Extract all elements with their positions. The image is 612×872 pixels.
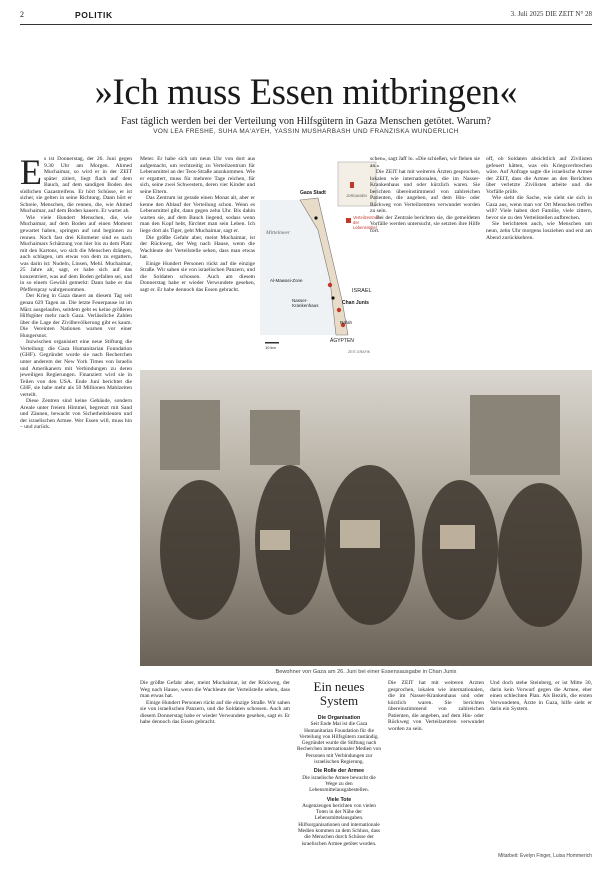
header-rule xyxy=(20,24,592,25)
map-label-sea: Mittelmeer xyxy=(266,230,291,236)
map-label-gaza-city: Gaza Stadt xyxy=(300,190,326,196)
article-column-2 xyxy=(140,156,255,366)
paragraph: off, ob Soldaten absichtlich auf Zivilisten gefeuert hätten, was ein Kriegsverbrechen wäre. Auf Anfrage sagte die israelische Armee der ZEIT, dass die Armee an den Berichten über verletzte Zivilisten arbeite und die Vorfälle prüfe. xyxy=(486,156,592,195)
paragraph: Die größte Gefahr aber, meint Muchaimar, ist der Rückweg, der Weg nach Hause, wenn die Wachleute der Verteilstelle sehen, dass man etwas hat. xyxy=(140,680,290,700)
sidebar-text: Augenzeugen berichten von vielen Toten in der Nähe der Lebensmittelausgaben. Hilfsorganisationen und internationale Medien kommen zu dem Schluss, dass die Menschen durch Schüsse der israelischen Armee getötet wurden. xyxy=(297,802,381,847)
byline: VON LEA FRESHE, SUHA MA'AYEH, YASSIN MUSHARBASH UND FRANZISKA WUNDERLICH xyxy=(153,128,459,135)
map-legend: Verteilzentrum der Lebensmittel xyxy=(353,215,380,230)
sidebar-heading: Die Organisation xyxy=(317,715,361,721)
article-column-4 xyxy=(486,156,592,366)
paragraph: Wie sieht die Sache, wie sieht sie sich in Gaza aus, wenn man vor Ort Menschen treffen will? Viele haben dort Familie, viele zittern, bevor sie zu den Verteilstellen aufbrechen. xyxy=(486,195,592,221)
map-label-jordan: JORDANIEN xyxy=(346,194,367,198)
paragraph: Einige Hundert Personen rückt auf die einzige Straße. Wir sahen sie von israelischen Panzern, und die Soldaten schossen. Auch am diesem Donnerstag habe er wieder Verwundete gesehen, sagt er. Er habe dennoch das Essen gebracht. xyxy=(140,260,255,293)
sidebar-heading: Die Rolle der Armee xyxy=(313,768,365,775)
map-label-israel: ISRAEL xyxy=(352,288,372,294)
paragraph: schen«, sagt Jaff lo. »Die schießen, wir flehen sie an.« xyxy=(370,156,480,169)
paragraph: s ist Donnerstag, der 26. Juni gegen 9.30 Uhr am Morgen. Ahmed Muchaimar, so wird er in der ZEIT später zitiert, liegt flach auf dem Bauch, auf dem sandigen Boden des südlichen Gazastreifens. Er hört Schüsse, er ist sicher, sie gelten in seine Richtung. Dann hört er Schreie, Menschen, die rennen, die, wie Ahmed Muchaimar, auf dem Boden kauern. Er wartet ab. xyxy=(20,156,132,215)
article-column-1 xyxy=(20,156,132,846)
map-label-nasser: Nasser-Krankenhaus xyxy=(292,298,319,309)
locator-map xyxy=(260,160,380,360)
paragraph: Einige Hundert Personen rückt auf die einzige Straße. Wir sahen sie von israelischen Panzern, und die Soldaten schossen. Auch am diesem Donnerstag habe er wieder Verwundete gesehen, sagt er. Er habe dennoch das Essen gebracht. xyxy=(140,699,290,726)
paragraph: Die größte Gefahr aber, meint Muchaimar, ist der Rückweg, der Weg nach Hause, wenn die Wachleute der Verteilstelle sehen, dass man etwas hat. xyxy=(140,234,255,261)
section-label: POLITIK xyxy=(75,10,113,20)
article-column-7 xyxy=(490,680,592,845)
paragraph: Das Zentrum ist gerade einen Monat alt, aber er kenne den Ablauf der Verteilung schon. Wenn es Lebensmittel gibt, dann gegen zehn Uhr. Bis dahin warten sie, auf dem Bauch liegend, sodass wenn man den Kopf hebt, fürchtet man sein Leben. Ich liege dort als Tiger, geht Muchaimar, sagt er. xyxy=(140,195,255,235)
headline: »Ich muss Essen mitbringen« xyxy=(94,71,518,112)
article-column-5 xyxy=(140,680,290,850)
issue-date: 3. Juli 2025 DIE ZEIT N° 28 xyxy=(510,10,592,18)
paragraph: Diese Zentren sind keine Gebäude, sondern Areale unter freiem Himmel, begrenzt mit Sand und Zäunen, bewacht von Sicherheitsleuten und der israelischen Armee. Wer Essen will, muss hin – und zurück. xyxy=(20,398,132,431)
map-source: ZEIT-GRAFIK xyxy=(348,350,371,354)
sidebar-text: Die israelische Armee bewacht die Wege zu den Lebensmittelausgabestellen. xyxy=(302,774,376,794)
sidebar-title: Ein neues System xyxy=(313,679,365,708)
dek: Fast täglich werden bei der Verteilung von Hilfsgütern in Gaza Menschen getötet. Warum? xyxy=(121,116,491,127)
paragraph: Bei der Zentrale berichten sie, die gemeldeten Vorfälle werden untersucht, sie setzten ihre Hilfe fort. xyxy=(370,214,480,235)
photo-caption: Bewohner von Gaza am 26. Juni bei einer Essensausgabe in Chan Junis xyxy=(275,669,457,675)
map-label-rafah: Rafah xyxy=(340,320,353,325)
paragraph: Meter. Er habe sich um neun Uhr von dort aus aufgemacht, um rechtzeitig zu Verteilzentrum für Lebensmittel an der Teos-Straße anzukommen. Wie er ergattert, muss für mehrere Tage reichen, für sich, seine zwei Schwestern, deren vier Kinder und seine Eltern. xyxy=(140,156,255,195)
news-photo xyxy=(140,370,592,666)
map-scale: 10 km xyxy=(265,345,276,350)
paragraph: Die ZEIT hat mit weiteren Ärzten gesprochen, lokalen wie internationalen, die im Nasser-Krankenhaus und oder kürzlich waren. Sie berichten übereinstimmend von zahlreichen Patienten, die angeben, auf dem Hin- oder Rückweg von Verteilzentren verwundet worden zu sein. xyxy=(370,169,480,215)
paragraph: Inzwischen organisiert eine neue Stiftung die Verteilung: die Gaza Humanitarian Foundation (GHF). Gegründet wurde sie nach Recherchen unter anderem der New York Times von Israelis und Amerikanern mit Verbindungen zu deren jeweiligen Regierungen. Finanziert wird sie in Teilen von den USA. Ende Juni berichtet die GHF, sie habe mehr als 50 Millionen Mahlzeiten verteilt. xyxy=(20,339,132,398)
contributors-credit: Mitarbeit: Evelyn Finger, Luisa Hommerich xyxy=(498,853,592,859)
sidebar-heading: Viele Tote xyxy=(326,796,352,803)
paragraph: Sie berichteten auch, wie Menschen um neun, zehn Uhr morgens losziehen und erst am Abend zurückkehren. xyxy=(486,221,592,241)
paragraph: Die ZEIT hat mit weiteren Ärzten gesprochen, lokalen wie internationalen, die im Nasser-Krankenhaus und oder kürzlich waren. Sie berichten übereinstimmend von zahlreichen Patienten, die angeben, auf dem Hin- oder Rückweg von Verteilzentren verwundet worden zu sein. xyxy=(388,680,484,732)
paragraph: Wie viele Hundert Menschen, die, wie Muchaimar, auf dem Boden auf einen Moment gewartet haben, springen auf und beginnen zu rennen. Noch fast drei Kilometer sind es nach Muchaimars Schätzung von hier bis zu dem Platz mit den Kartons, wo sich die Menschen drängen, auch schlagen, um etwas von dem zu ergattern, was darin ist: Nudeln, Linsen, Mehl. Muchaimar, 25 Jahre alt, sagt, er habe sich auf das konzentriert, was auf dem Boden gefallen sei, und in so einem Gewühl gemerkt: Dann habe er das Pfefferspray wahrgenommen. xyxy=(20,214,132,293)
drop-cap: E xyxy=(20,156,42,192)
sidebar-box xyxy=(296,712,382,847)
article-column-3 xyxy=(370,156,480,366)
map-label-mawasi: Al-Mawasi-Zone xyxy=(270,278,303,283)
page-number: 2 xyxy=(20,10,24,19)
sidebar-text: Seit Ende Mai ist die Gaza Humanitarian Foundation für die Verteilung von Hilfsgütern zuständig. Gegründet wurde die Stiftung nach Recherchen internationaler Medien von Personen mit Verbindungen zur israelischen Regierung. xyxy=(297,721,381,766)
map-label-khan-younis: Chan Junis xyxy=(342,300,369,306)
map-label-egypt: ÄGYPTEN xyxy=(330,338,354,344)
paragraph: Der Krieg in Gaza dauert an diesem Tag seit genau 629 Tagen an. Die letzte Feuerpause ist im März ausgelaufen, seitdem geht es keine größeren Hilfsgüter mehr nach Gaza. Verlässliche Zahlen über die Lage der Zivilbevölkerung gibt es kaum. Die Vereinten Nationen warnen vor einer Hungersnot. xyxy=(20,293,132,339)
article-column-6 xyxy=(388,680,484,845)
paragraph: Und doch stehe Steinberg, er ist Mitte 30, darin kein Vorwurf gegen die Armee, eher einen schlechten Plan. Als Bezirk, die ersten Verwundeten, Ärzte in Gaza, hilfe sieht er darin ein System. xyxy=(490,680,592,713)
running-header xyxy=(20,10,592,22)
